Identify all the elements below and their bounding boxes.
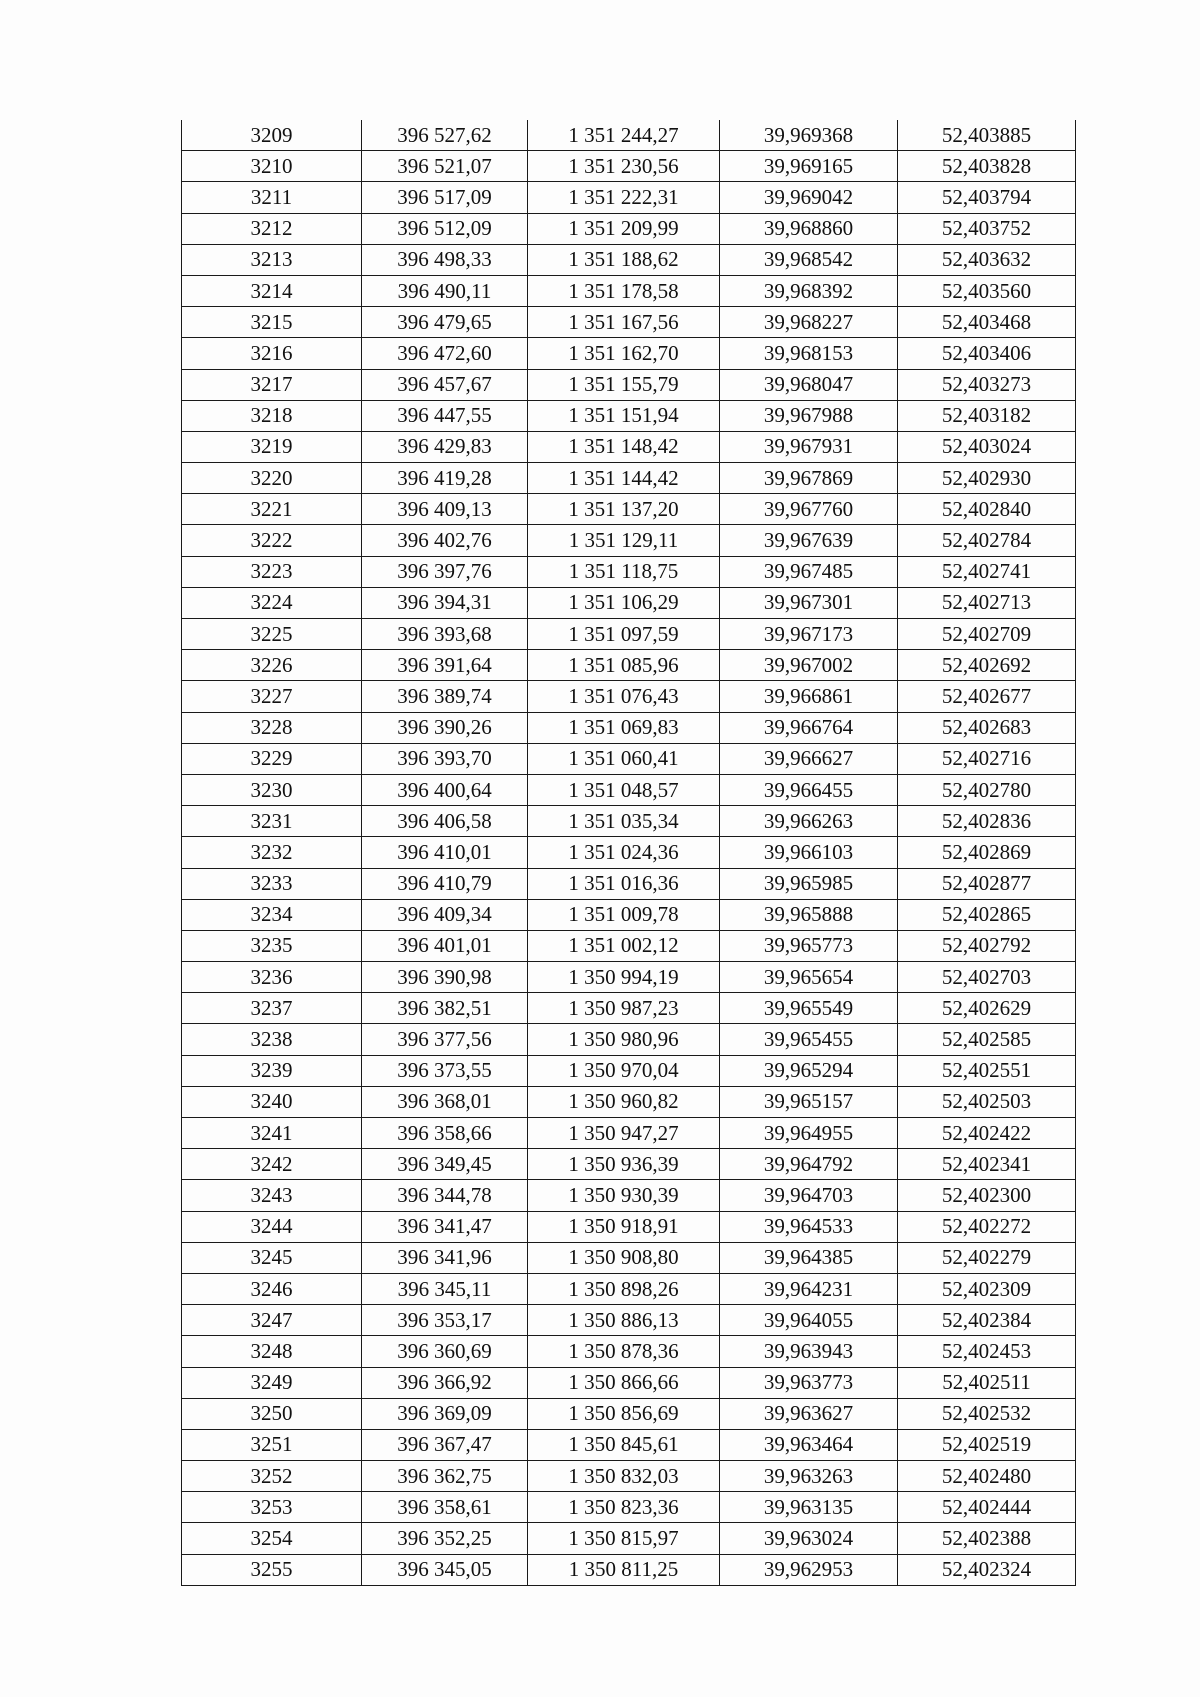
point-number-cell: 3236: [182, 962, 362, 993]
latitude-cell: 39,967301: [720, 587, 898, 618]
longitude-cell: 52,402713: [898, 587, 1076, 618]
longitude-cell: 52,402585: [898, 1024, 1076, 1055]
point-number-cell: 3251: [182, 1429, 362, 1460]
latitude-cell: 39,966455: [720, 774, 898, 805]
table-row: [182, 1149, 1076, 1180]
longitude-cell: 52,402519: [898, 1429, 1076, 1460]
point-number-cell: 3222: [182, 525, 362, 556]
latitude-cell: 39,963135: [720, 1492, 898, 1523]
y-coordinate-cell: 1 350 878,36: [528, 1336, 720, 1367]
point-number-cell: 3249: [182, 1367, 362, 1398]
y-coordinate-cell: 1 350 811,25: [528, 1554, 720, 1585]
x-coordinate-cell: 396 389,74: [362, 681, 528, 712]
table-row: [182, 1367, 1076, 1398]
latitude-cell: 39,967485: [720, 556, 898, 587]
table-row: [182, 431, 1076, 462]
x-coordinate-cell: 396 345,05: [362, 1554, 528, 1585]
table-row: [182, 275, 1076, 306]
longitude-cell: 52,402629: [898, 993, 1076, 1024]
latitude-cell: 39,965157: [720, 1086, 898, 1117]
point-number-cell: 3246: [182, 1273, 362, 1304]
latitude-cell: 39,965455: [720, 1024, 898, 1055]
point-number-cell: 3252: [182, 1461, 362, 1492]
longitude-cell: 52,402324: [898, 1554, 1076, 1585]
table-row: [182, 743, 1076, 774]
longitude-cell: 52,402869: [898, 837, 1076, 868]
longitude-cell: 52,402741: [898, 556, 1076, 587]
latitude-cell: 39,967002: [720, 650, 898, 681]
point-number-cell: 3228: [182, 712, 362, 743]
x-coordinate-cell: 396 419,28: [362, 463, 528, 494]
point-number-cell: 3223: [182, 556, 362, 587]
x-coordinate-cell: 396 402,76: [362, 525, 528, 556]
x-coordinate-cell: 396 527,62: [362, 120, 528, 151]
y-coordinate-cell: 1 351 148,42: [528, 431, 720, 462]
longitude-cell: 52,402930: [898, 463, 1076, 494]
table-row: [182, 712, 1076, 743]
point-number-cell: 3226: [182, 650, 362, 681]
y-coordinate-cell: 1 350 845,61: [528, 1429, 720, 1460]
x-coordinate-cell: 396 377,56: [362, 1024, 528, 1055]
point-number-cell: 3225: [182, 619, 362, 650]
latitude-cell: 39,964955: [720, 1118, 898, 1149]
longitude-cell: 52,402692: [898, 650, 1076, 681]
point-number-cell: 3235: [182, 930, 362, 961]
x-coordinate-cell: 396 397,76: [362, 556, 528, 587]
longitude-cell: 52,402840: [898, 494, 1076, 525]
coordinates-table: [181, 120, 1076, 1586]
longitude-cell: 52,402272: [898, 1211, 1076, 1242]
longitude-cell: 52,402309: [898, 1273, 1076, 1304]
x-coordinate-cell: 396 393,70: [362, 743, 528, 774]
x-coordinate-cell: 396 369,09: [362, 1398, 528, 1429]
table-row: [182, 587, 1076, 618]
y-coordinate-cell: 1 351 144,42: [528, 463, 720, 494]
longitude-cell: 52,402683: [898, 712, 1076, 743]
longitude-cell: 52,403794: [898, 182, 1076, 213]
x-coordinate-cell: 396 472,60: [362, 338, 528, 369]
x-coordinate-cell: 396 366,92: [362, 1367, 528, 1398]
longitude-cell: 52,402792: [898, 930, 1076, 961]
longitude-cell: 52,402480: [898, 1461, 1076, 1492]
y-coordinate-cell: 1 351 069,83: [528, 712, 720, 743]
latitude-cell: 39,965773: [720, 930, 898, 961]
point-number-cell: 3233: [182, 868, 362, 899]
point-number-cell: 3250: [182, 1398, 362, 1429]
y-coordinate-cell: 1 351 222,31: [528, 182, 720, 213]
latitude-cell: 39,965294: [720, 1055, 898, 1086]
table-row: [182, 525, 1076, 556]
y-coordinate-cell: 1 351 060,41: [528, 743, 720, 774]
x-coordinate-cell: 396 362,75: [362, 1461, 528, 1492]
x-coordinate-cell: 396 490,11: [362, 275, 528, 306]
point-number-cell: 3241: [182, 1118, 362, 1149]
latitude-cell: 39,963773: [720, 1367, 898, 1398]
table-row: [182, 400, 1076, 431]
table-row: [182, 1242, 1076, 1273]
table-row: [182, 868, 1076, 899]
longitude-cell: 52,402780: [898, 774, 1076, 805]
y-coordinate-cell: 1 350 947,27: [528, 1118, 720, 1149]
longitude-cell: 52,402503: [898, 1086, 1076, 1117]
table-row: [182, 1211, 1076, 1242]
point-number-cell: 3209: [182, 120, 362, 151]
table-row: [182, 899, 1076, 930]
latitude-cell: 39,964533: [720, 1211, 898, 1242]
y-coordinate-cell: 1 351 035,34: [528, 806, 720, 837]
longitude-cell: 52,402677: [898, 681, 1076, 712]
y-coordinate-cell: 1 351 024,36: [528, 837, 720, 868]
table-row: [182, 619, 1076, 650]
latitude-cell: 39,968227: [720, 307, 898, 338]
y-coordinate-cell: 1 350 856,69: [528, 1398, 720, 1429]
table-row: [182, 1055, 1076, 1086]
table-row: [182, 837, 1076, 868]
latitude-cell: 39,967869: [720, 463, 898, 494]
latitude-cell: 39,966764: [720, 712, 898, 743]
table-row: [182, 993, 1076, 1024]
latitude-cell: 39,968542: [720, 244, 898, 275]
coordinates-table-body: [182, 120, 1076, 1585]
table-row: [182, 930, 1076, 961]
point-number-cell: 3238: [182, 1024, 362, 1055]
y-coordinate-cell: 1 351 016,36: [528, 868, 720, 899]
latitude-cell: 39,969042: [720, 182, 898, 213]
x-coordinate-cell: 396 341,47: [362, 1211, 528, 1242]
table-row: [182, 494, 1076, 525]
point-number-cell: 3242: [182, 1149, 362, 1180]
point-number-cell: 3231: [182, 806, 362, 837]
y-coordinate-cell: 1 350 936,39: [528, 1149, 720, 1180]
point-number-cell: 3213: [182, 244, 362, 275]
longitude-cell: 52,402444: [898, 1492, 1076, 1523]
point-number-cell: 3224: [182, 587, 362, 618]
x-coordinate-cell: 396 367,47: [362, 1429, 528, 1460]
longitude-cell: 52,402716: [898, 743, 1076, 774]
longitude-cell: 52,403885: [898, 120, 1076, 151]
longitude-cell: 52,403828: [898, 151, 1076, 182]
longitude-cell: 52,403182: [898, 400, 1076, 431]
x-coordinate-cell: 396 512,09: [362, 213, 528, 244]
y-coordinate-cell: 1 350 823,36: [528, 1492, 720, 1523]
x-coordinate-cell: 396 358,66: [362, 1118, 528, 1149]
longitude-cell: 52,402551: [898, 1055, 1076, 1086]
latitude-cell: 39,968047: [720, 369, 898, 400]
y-coordinate-cell: 1 351 076,43: [528, 681, 720, 712]
latitude-cell: 39,964703: [720, 1180, 898, 1211]
latitude-cell: 39,969165: [720, 151, 898, 182]
latitude-cell: 39,967173: [720, 619, 898, 650]
latitude-cell: 39,965985: [720, 868, 898, 899]
y-coordinate-cell: 1 350 908,80: [528, 1242, 720, 1273]
x-coordinate-cell: 396 344,78: [362, 1180, 528, 1211]
point-number-cell: 3210: [182, 151, 362, 182]
table-row: [182, 681, 1076, 712]
x-coordinate-cell: 396 457,67: [362, 369, 528, 400]
longitude-cell: 52,403273: [898, 369, 1076, 400]
longitude-cell: 52,402422: [898, 1118, 1076, 1149]
x-coordinate-cell: 396 345,11: [362, 1273, 528, 1304]
table-row: [182, 1492, 1076, 1523]
point-number-cell: 3230: [182, 774, 362, 805]
y-coordinate-cell: 1 350 898,26: [528, 1273, 720, 1304]
latitude-cell: 39,964792: [720, 1149, 898, 1180]
y-coordinate-cell: 1 351 162,70: [528, 338, 720, 369]
y-coordinate-cell: 1 351 244,27: [528, 120, 720, 151]
latitude-cell: 39,964055: [720, 1305, 898, 1336]
y-coordinate-cell: 1 351 230,56: [528, 151, 720, 182]
longitude-cell: 52,402877: [898, 868, 1076, 899]
point-number-cell: 3218: [182, 400, 362, 431]
latitude-cell: 39,968392: [720, 275, 898, 306]
x-coordinate-cell: 396 353,17: [362, 1305, 528, 1336]
x-coordinate-cell: 396 410,79: [362, 868, 528, 899]
latitude-cell: 39,964231: [720, 1273, 898, 1304]
table-row: [182, 1336, 1076, 1367]
longitude-cell: 52,402453: [898, 1336, 1076, 1367]
x-coordinate-cell: 396 400,64: [362, 774, 528, 805]
table-row: [182, 244, 1076, 275]
x-coordinate-cell: 396 352,25: [362, 1523, 528, 1554]
longitude-cell: 52,403632: [898, 244, 1076, 275]
latitude-cell: 39,969368: [720, 120, 898, 151]
latitude-cell: 39,968153: [720, 338, 898, 369]
point-number-cell: 3244: [182, 1211, 362, 1242]
point-number-cell: 3227: [182, 681, 362, 712]
latitude-cell: 39,962953: [720, 1554, 898, 1585]
y-coordinate-cell: 1 350 918,91: [528, 1211, 720, 1242]
table-row: [182, 369, 1076, 400]
table-row: [182, 962, 1076, 993]
point-number-cell: 3237: [182, 993, 362, 1024]
point-number-cell: 3220: [182, 463, 362, 494]
longitude-cell: 52,403024: [898, 431, 1076, 462]
latitude-cell: 39,963263: [720, 1461, 898, 1492]
x-coordinate-cell: 396 394,31: [362, 587, 528, 618]
longitude-cell: 52,402709: [898, 619, 1076, 650]
y-coordinate-cell: 1 350 960,82: [528, 1086, 720, 1117]
latitude-cell: 39,964385: [720, 1242, 898, 1273]
y-coordinate-cell: 1 351 085,96: [528, 650, 720, 681]
y-coordinate-cell: 1 351 188,62: [528, 244, 720, 275]
latitude-cell: 39,965888: [720, 899, 898, 930]
point-number-cell: 3221: [182, 494, 362, 525]
table-row: [182, 1180, 1076, 1211]
table-row: [182, 307, 1076, 338]
table-row: [182, 1461, 1076, 1492]
y-coordinate-cell: 1 350 970,04: [528, 1055, 720, 1086]
point-number-cell: 3211: [182, 182, 362, 213]
latitude-cell: 39,965549: [720, 993, 898, 1024]
latitude-cell: 39,963464: [720, 1429, 898, 1460]
latitude-cell: 39,967760: [720, 494, 898, 525]
latitude-cell: 39,968860: [720, 213, 898, 244]
latitude-cell: 39,966627: [720, 743, 898, 774]
table-row: [182, 806, 1076, 837]
longitude-cell: 52,402279: [898, 1242, 1076, 1273]
table-row: [182, 120, 1076, 151]
point-number-cell: 3215: [182, 307, 362, 338]
table-row: [182, 1118, 1076, 1149]
table-row: [182, 556, 1076, 587]
x-coordinate-cell: 396 517,09: [362, 182, 528, 213]
point-number-cell: 3254: [182, 1523, 362, 1554]
table-row: [182, 1523, 1076, 1554]
table-row: [182, 1273, 1076, 1304]
latitude-cell: 39,963627: [720, 1398, 898, 1429]
longitude-cell: 52,403560: [898, 275, 1076, 306]
table-row: [182, 1554, 1076, 1585]
point-number-cell: 3243: [182, 1180, 362, 1211]
table-row: [182, 774, 1076, 805]
latitude-cell: 39,967639: [720, 525, 898, 556]
point-number-cell: 3219: [182, 431, 362, 462]
y-coordinate-cell: 1 350 866,66: [528, 1367, 720, 1398]
y-coordinate-cell: 1 351 118,75: [528, 556, 720, 587]
table-row: [182, 182, 1076, 213]
y-coordinate-cell: 1 351 129,11: [528, 525, 720, 556]
latitude-cell: 39,966263: [720, 806, 898, 837]
x-coordinate-cell: 396 447,55: [362, 400, 528, 431]
point-number-cell: 3216: [182, 338, 362, 369]
y-coordinate-cell: 1 351 178,58: [528, 275, 720, 306]
point-number-cell: 3245: [182, 1242, 362, 1273]
point-number-cell: 3217: [182, 369, 362, 400]
point-number-cell: 3239: [182, 1055, 362, 1086]
latitude-cell: 39,966861: [720, 681, 898, 712]
latitude-cell: 39,963024: [720, 1523, 898, 1554]
x-coordinate-cell: 396 360,69: [362, 1336, 528, 1367]
point-number-cell: 3212: [182, 213, 362, 244]
x-coordinate-cell: 396 479,65: [362, 307, 528, 338]
y-coordinate-cell: 1 350 886,13: [528, 1305, 720, 1336]
table-row: [182, 213, 1076, 244]
table-row: [182, 151, 1076, 182]
point-number-cell: 3255: [182, 1554, 362, 1585]
y-coordinate-cell: 1 351 151,94: [528, 400, 720, 431]
x-coordinate-cell: 396 406,58: [362, 806, 528, 837]
longitude-cell: 52,402341: [898, 1149, 1076, 1180]
table-row: [182, 1429, 1076, 1460]
y-coordinate-cell: 1 350 980,96: [528, 1024, 720, 1055]
x-coordinate-cell: 396 373,55: [362, 1055, 528, 1086]
y-coordinate-cell: 1 350 930,39: [528, 1180, 720, 1211]
table-row: [182, 1086, 1076, 1117]
x-coordinate-cell: 396 382,51: [362, 993, 528, 1024]
longitude-cell: 52,403752: [898, 213, 1076, 244]
latitude-cell: 39,967988: [720, 400, 898, 431]
longitude-cell: 52,402388: [898, 1523, 1076, 1554]
x-coordinate-cell: 396 341,96: [362, 1242, 528, 1273]
x-coordinate-cell: 396 429,83: [362, 431, 528, 462]
table-row: [182, 1305, 1076, 1336]
y-coordinate-cell: 1 351 097,59: [528, 619, 720, 650]
point-number-cell: 3214: [182, 275, 362, 306]
x-coordinate-cell: 396 390,26: [362, 712, 528, 743]
y-coordinate-cell: 1 351 106,29: [528, 587, 720, 618]
longitude-cell: 52,402384: [898, 1305, 1076, 1336]
latitude-cell: 39,967931: [720, 431, 898, 462]
y-coordinate-cell: 1 351 137,20: [528, 494, 720, 525]
table-row: [182, 1398, 1076, 1429]
table-row: [182, 1024, 1076, 1055]
longitude-cell: 52,402784: [898, 525, 1076, 556]
x-coordinate-cell: 396 401,01: [362, 930, 528, 961]
point-number-cell: 3248: [182, 1336, 362, 1367]
longitude-cell: 52,403468: [898, 307, 1076, 338]
y-coordinate-cell: 1 350 994,19: [528, 962, 720, 993]
y-coordinate-cell: 1 351 155,79: [528, 369, 720, 400]
x-coordinate-cell: 396 358,61: [362, 1492, 528, 1523]
point-number-cell: 3229: [182, 743, 362, 774]
point-number-cell: 3232: [182, 837, 362, 868]
y-coordinate-cell: 1 350 832,03: [528, 1461, 720, 1492]
longitude-cell: 52,402703: [898, 962, 1076, 993]
x-coordinate-cell: 396 349,45: [362, 1149, 528, 1180]
longitude-cell: 52,402836: [898, 806, 1076, 837]
latitude-cell: 39,965654: [720, 962, 898, 993]
longitude-cell: 52,402300: [898, 1180, 1076, 1211]
point-number-cell: 3253: [182, 1492, 362, 1523]
x-coordinate-cell: 396 410,01: [362, 837, 528, 868]
y-coordinate-cell: 1 351 209,99: [528, 213, 720, 244]
point-number-cell: 3234: [182, 899, 362, 930]
x-coordinate-cell: 396 368,01: [362, 1086, 528, 1117]
longitude-cell: 52,403406: [898, 338, 1076, 369]
table-row: [182, 463, 1076, 494]
x-coordinate-cell: 396 409,34: [362, 899, 528, 930]
y-coordinate-cell: 1 351 048,57: [528, 774, 720, 805]
x-coordinate-cell: 396 409,13: [362, 494, 528, 525]
longitude-cell: 52,402865: [898, 899, 1076, 930]
longitude-cell: 52,402532: [898, 1398, 1076, 1429]
longitude-cell: 52,402511: [898, 1367, 1076, 1398]
table-row: [182, 650, 1076, 681]
point-number-cell: 3247: [182, 1305, 362, 1336]
point-number-cell: 3240: [182, 1086, 362, 1117]
x-coordinate-cell: 396 393,68: [362, 619, 528, 650]
y-coordinate-cell: 1 351 167,56: [528, 307, 720, 338]
latitude-cell: 39,963943: [720, 1336, 898, 1367]
table-row: [182, 338, 1076, 369]
y-coordinate-cell: 1 350 815,97: [528, 1523, 720, 1554]
x-coordinate-cell: 396 390,98: [362, 962, 528, 993]
x-coordinate-cell: 396 391,64: [362, 650, 528, 681]
y-coordinate-cell: 1 351 009,78: [528, 899, 720, 930]
y-coordinate-cell: 1 351 002,12: [528, 930, 720, 961]
x-coordinate-cell: 396 498,33: [362, 244, 528, 275]
y-coordinate-cell: 1 350 987,23: [528, 993, 720, 1024]
x-coordinate-cell: 396 521,07: [362, 151, 528, 182]
latitude-cell: 39,966103: [720, 837, 898, 868]
